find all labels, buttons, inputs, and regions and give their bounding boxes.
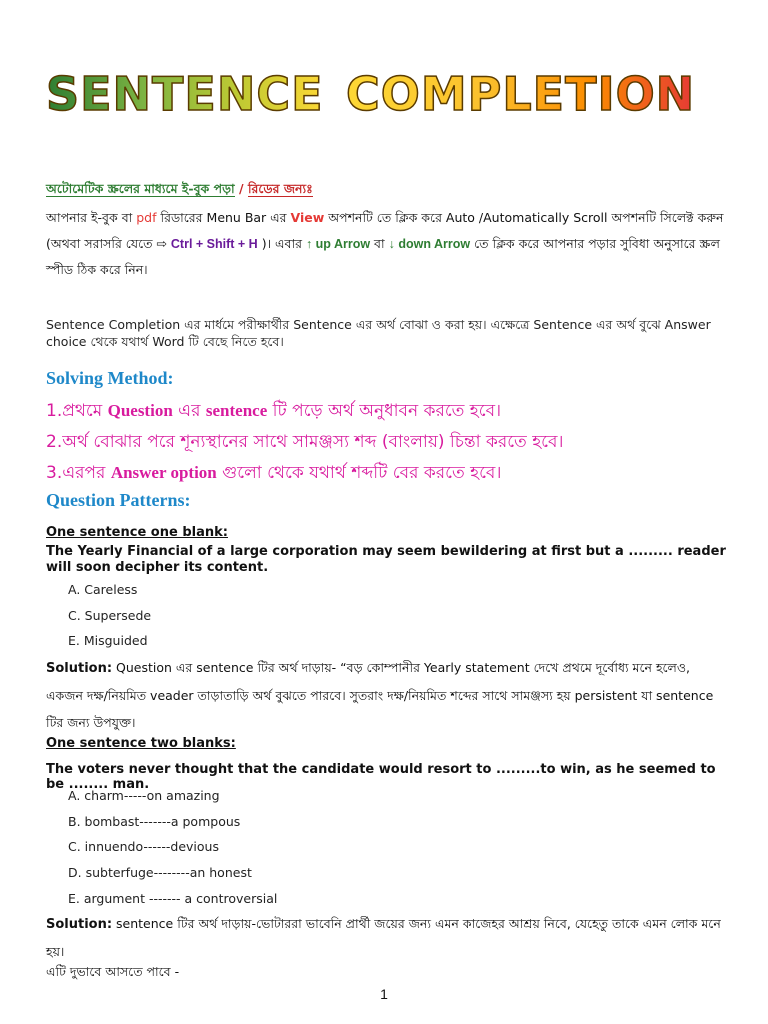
solving-method-heading: Solving Method: — [46, 368, 174, 388]
pattern2-option-a: A. charm-----on amazing — [68, 788, 220, 803]
auto-text-3: অপশনটি তে ক্লিক করে Auto /Automatically Scroll অপশনটি সিলেক্ট করুন (অথবা সরাসরি যেতে ⇨ — [46, 210, 724, 251]
step3-part-c: Answer option — [110, 463, 217, 482]
auto-heading-green: অটোমেটিক স্ক্রলের মাধ্যমে ই-বুক পড়া — [46, 181, 235, 196]
auto-up-arrow: ↑ up Arrow — [305, 237, 371, 251]
solving-step-1 — [46, 398, 726, 426]
step1-part-d: sentence — [205, 401, 268, 420]
intro-paragraph: Sentence Completion এর মার্ধমে পরীক্ষার্থীর Sentence এর অর্থ বোঝা ও করা হয়। এক্ষেত্রে Sentence এর অর্থ বুঝে Answer choice থেকে যথার্থ Word টি বেছে নিতে হবে। — [46, 317, 711, 349]
solving-step-3 — [46, 460, 726, 488]
pattern1-option-a: A. Careless — [68, 582, 138, 597]
auto-text-1: আপনার ই-বুক বা — [46, 210, 137, 225]
auto-text-4: )। এবার — [257, 236, 306, 251]
auto-down-arrow: ↓ down Arrow — [388, 237, 471, 251]
title-word-sentence: SENTENCE — [46, 67, 324, 121]
auto-text-2: রিডারের Menu Bar এর — [156, 210, 291, 225]
pattern1-solution-text: Question এর sentence টির অর্থ দাড়ায়- “বড় কোম্পানীর Yearly statement দেখে প্রথমে দূর্বোধ্য মনে হলেও, একজন দক্ষ/নিয়মিত veader তাড়াতাড়ি অর্থ বুঝতে পারবে। সুতরাং দক্ষ/নিয়মিত শব্দের সাথে সামঞ্জস্য হয় persistent যা sentence টির জন্য উপযুক্ত। — [46, 660, 714, 730]
pattern2-solution — [46, 910, 726, 965]
pattern1-solution-label: Solution: — [46, 661, 113, 676]
page-title — [0, 52, 768, 132]
auto-view: View — [290, 210, 325, 225]
pattern2-question: The voters never thought that the candidate would resort to .........to win, as he seemed to be ........ man. — [46, 762, 716, 792]
step3-part-d: গুলো থেকে যথার্থ শব্দটি বের করতে হবে। — [216, 463, 502, 483]
auto-heading-red: রিডের জন্যঃ — [247, 181, 313, 196]
pattern1-heading: One sentence one blank: — [46, 525, 228, 540]
pattern2-followup: এটি দুভাবে আসতে পাবে - — [46, 964, 180, 979]
pattern2-option-d: D. subterfuge--------an honest — [68, 865, 252, 880]
auto-scroll-instructions — [46, 205, 726, 283]
step3-part-a: 3. — [46, 463, 63, 483]
step2-part-b: অর্থ বোঝার পরে শূন্যস্থানের সাথে সামঞ্জস্য শব্দ (বাংলায়) চিন্তা করতে হবে। — [62, 432, 564, 452]
step1-part-c: এর — [172, 401, 206, 421]
pattern2-option-e: E. argument ------- a controversial — [68, 891, 278, 906]
step3-part-b: এরপর — [62, 463, 111, 483]
step1-part-b: Question — [107, 401, 173, 420]
title-word-completion: COMPLETION — [346, 67, 696, 121]
pattern2-solution-text: sentence টির অর্থ দাড়ায়-ভোটাররা ভাবেনি প্রার্থী জয়ের জন্য এমন কাজেহর আশ্রয় নিবে, যেহেতু তাকে এমন লোক মনে হয়। — [46, 916, 721, 959]
auto-heading-separator: / — [239, 181, 244, 196]
step2-part-a: 2. — [46, 432, 63, 452]
step1-part-a: 1.প্রথমে — [46, 401, 108, 421]
pattern1-question: The Yearly Financial of a large corporation may seem bewildering at first but a ......... reader will soon decipher its content. — [46, 544, 726, 575]
pattern2-solution-label: Solution: — [46, 917, 113, 932]
pattern1-option-e: E. Misguided — [68, 633, 148, 648]
pattern2-option-b: B. bombast-------a pompous — [68, 814, 241, 829]
step1-part-e: টি পড়ে অর্থ অনুধাবন করতে হবে। — [267, 401, 502, 421]
question-patterns-heading: Question Patterns: — [46, 490, 191, 510]
pattern2-heading: One sentence two blanks: — [46, 736, 236, 751]
auto-pdf: pdf — [136, 210, 157, 225]
page-number: 1 — [380, 986, 388, 1002]
pattern1-solution — [46, 654, 726, 736]
auto-text-5: বা — [370, 236, 389, 251]
pattern1-option-c: C. Supersede — [68, 608, 152, 623]
auto-scroll-heading — [46, 181, 726, 201]
pattern2-option-c: C. innuendo------devious — [68, 839, 219, 854]
auto-text-6: তে ক্লিক করে আপনার পড়ার সুবিধা অনুসারে স্ক্রল স্পীড ঠিক করে নিন। — [46, 236, 720, 277]
solving-step-2 — [46, 429, 726, 457]
auto-shortcut: Ctrl + Shift + H — [170, 237, 258, 251]
